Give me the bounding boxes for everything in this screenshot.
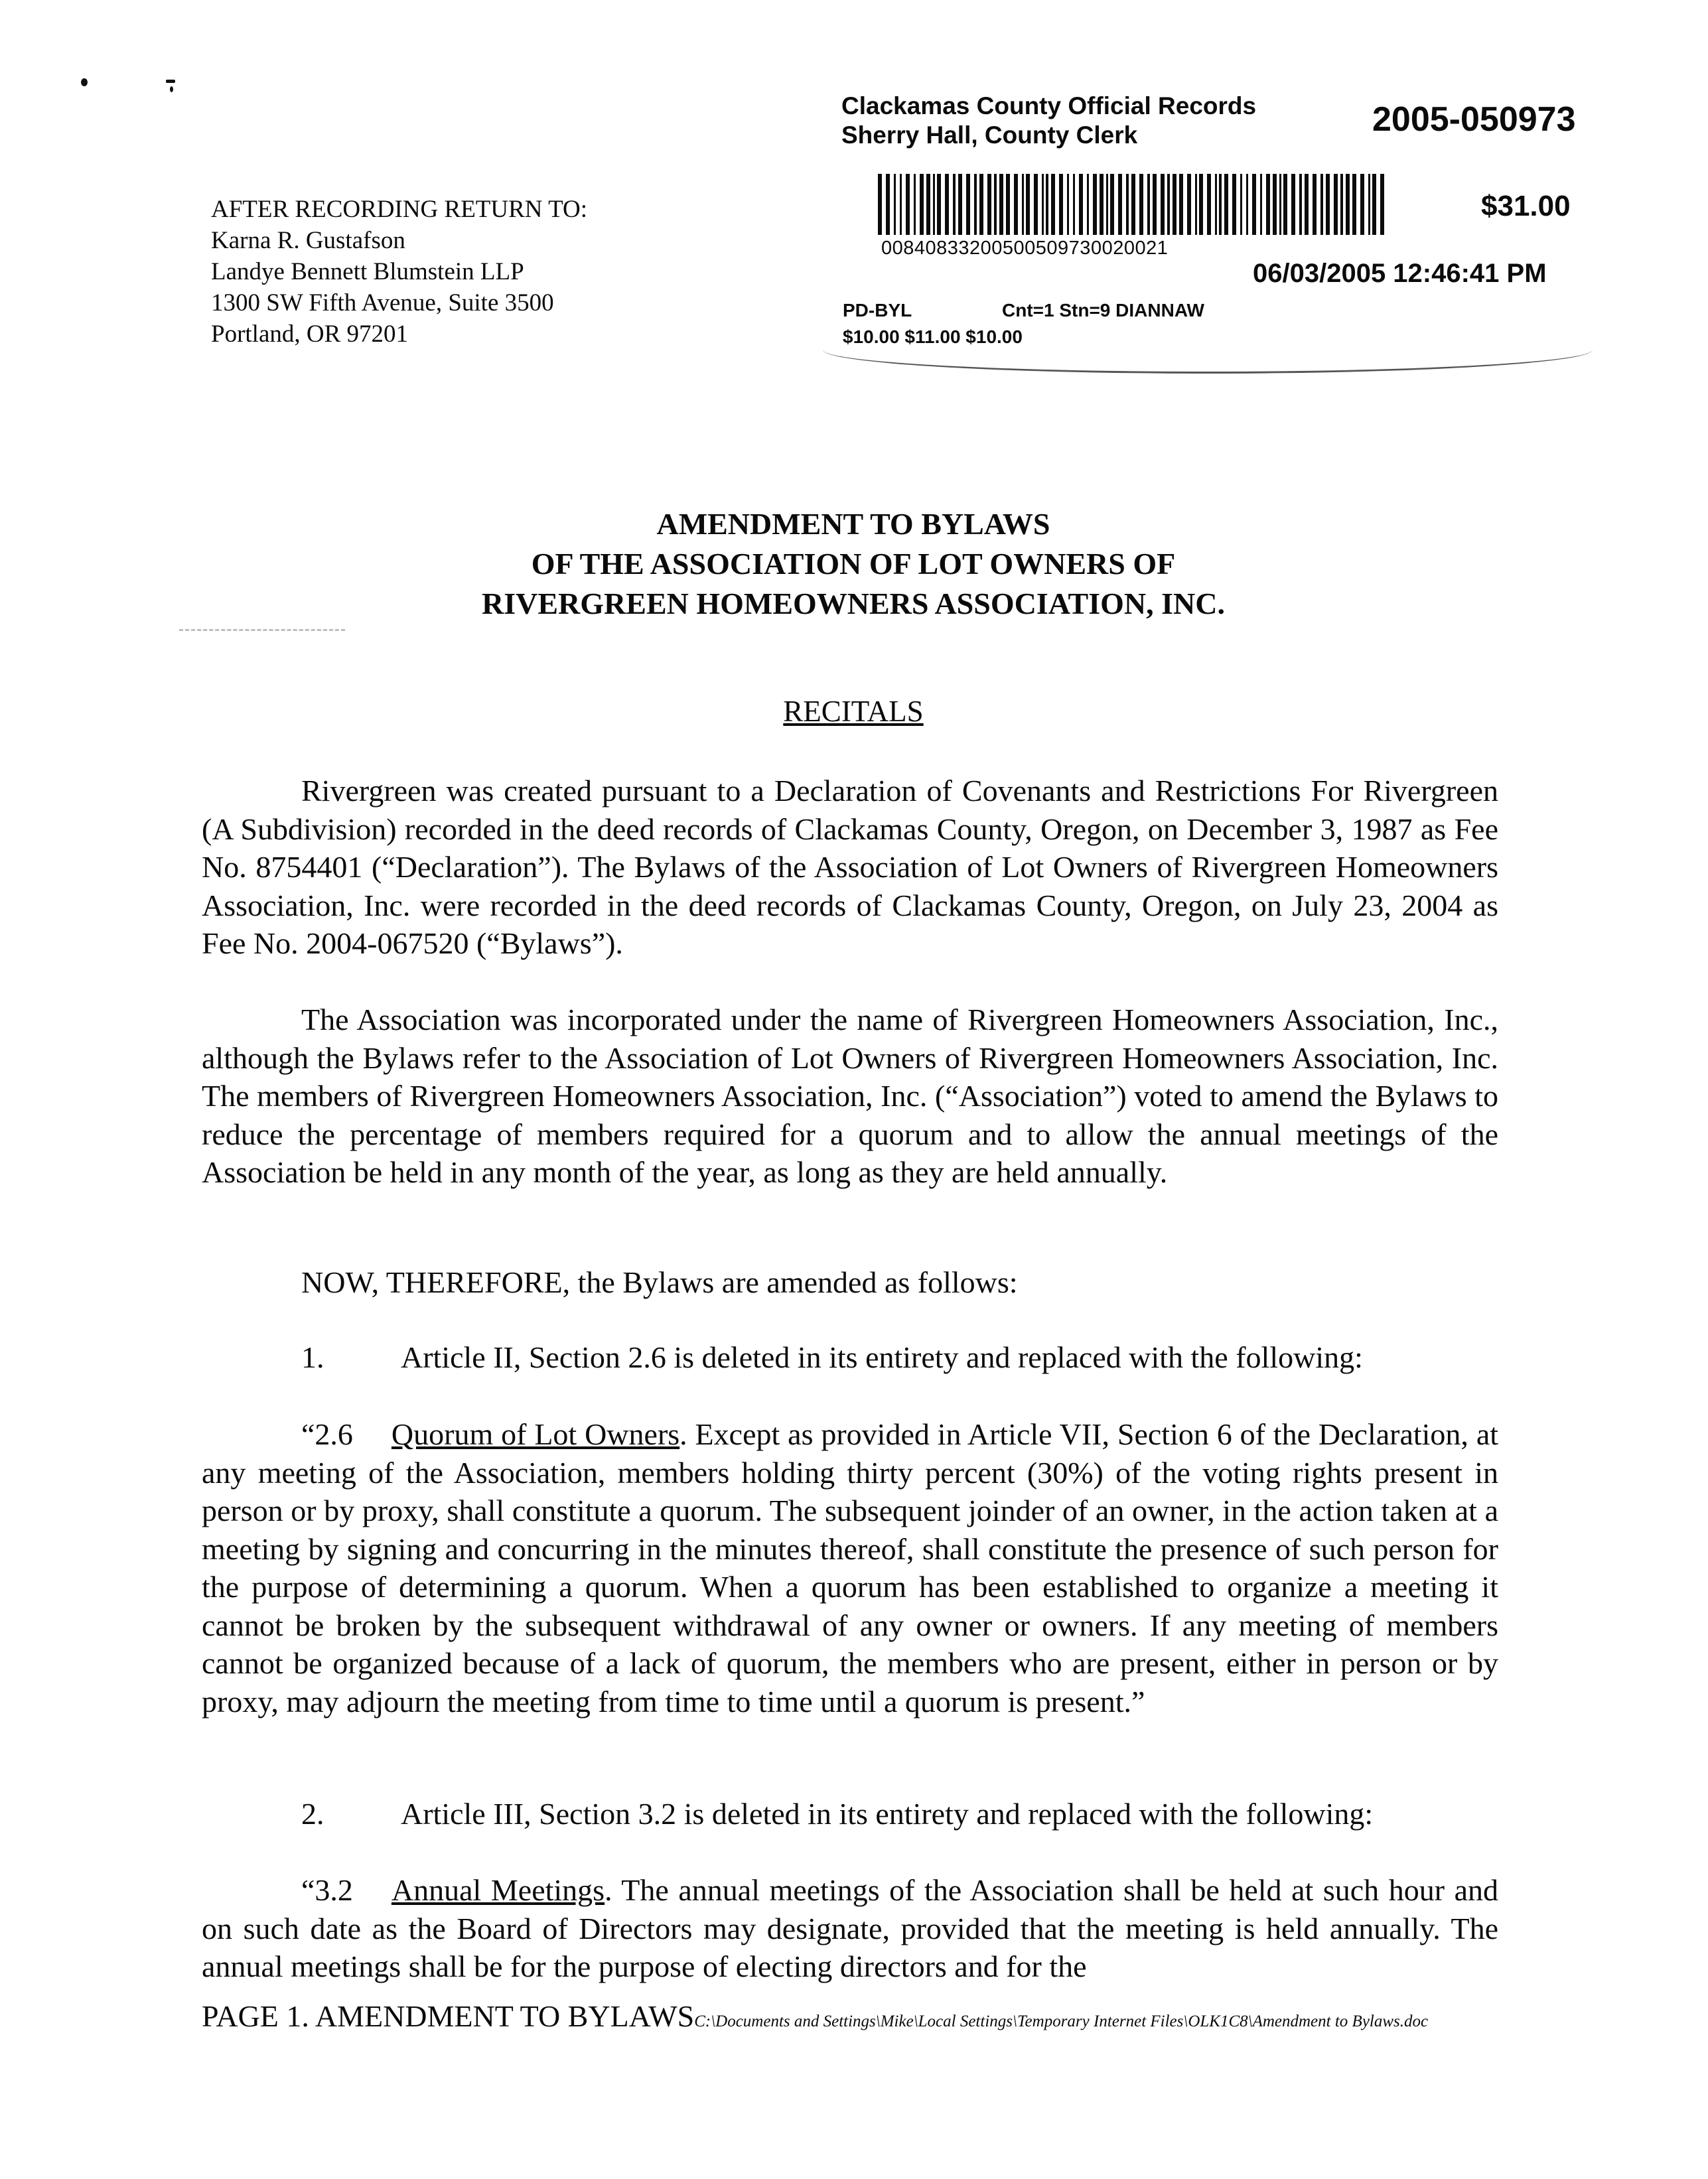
barcode-bar bbox=[1187, 174, 1191, 235]
barcode-number: 00840833200500509730020021 bbox=[881, 238, 1169, 259]
barcode-bar bbox=[979, 174, 983, 235]
barcode-bar bbox=[1079, 174, 1083, 235]
footer-file-path: C:\Documents and Settings\Mike\Local Settings\Temporary Internet Files\OLK1C8\Amendment to Bylaws.doc bbox=[694, 2012, 1429, 2030]
barcode-bar bbox=[1380, 174, 1384, 235]
barcode-bar bbox=[1195, 174, 1197, 235]
barcode-bar bbox=[1161, 174, 1165, 235]
barcode-bar bbox=[1046, 174, 1048, 235]
barcode-bar bbox=[937, 174, 941, 235]
barcode-bar bbox=[1073, 174, 1075, 235]
barcode-bar bbox=[1360, 174, 1364, 235]
barcode-bar bbox=[1368, 174, 1370, 235]
barcode-bar bbox=[987, 174, 991, 235]
barcode-bar bbox=[994, 174, 997, 235]
return-firm: Landye Bennett Blumstein LLP bbox=[211, 258, 524, 285]
barcode-bar bbox=[1093, 174, 1097, 235]
barcode-bar bbox=[1199, 174, 1203, 235]
barcode-bar bbox=[1299, 174, 1302, 235]
barcode-bar bbox=[1252, 174, 1256, 235]
barcode-bar bbox=[1006, 174, 1010, 235]
barcode-bar bbox=[974, 174, 977, 235]
barcode-bar bbox=[906, 174, 910, 235]
barcode-bar bbox=[1106, 174, 1108, 235]
barcode-bar bbox=[1346, 174, 1350, 235]
barcode-bar bbox=[1014, 174, 1018, 235]
return-name: Karna R. Gustafson bbox=[211, 227, 405, 254]
section-3-2-body: . The annual meetings of the Association shall be held at such hour and on such date as the Board of Directors may designate, provided that the meeting is held annually. The annual meetings shall be for the purpose of electing directors and for the bbox=[202, 1873, 1498, 1983]
barcode-bar bbox=[1026, 174, 1030, 235]
barcode-bar bbox=[1266, 174, 1270, 235]
scan-speck bbox=[166, 80, 175, 83]
section-3-2-heading: Annual Meetings bbox=[391, 1873, 605, 1907]
barcode-bar bbox=[1291, 174, 1295, 235]
barcode-bar bbox=[1334, 174, 1338, 235]
scan-artifact-line bbox=[179, 629, 345, 631]
section-2-6-body: . Except as provided in Article VII, Section 6 of the Declaration, at any meeting of the Association, members holding thirty percent (30%) of the voting rights present in person or by proxy, shall constitute a quorum. The subsequent joinder of an owner, in the action taken at a meeting by signing and concurring in the minutes thereof, shall constitute the presence of such person for the purpose of determining a quorum. When a quorum has been established to organize a meeting it cannot be broken by the subsequent withdrawal of any owner or owners. If any meeting of members cannot be organized because of a lack of quorum, the members who are present, either in person or by proxy, may adjourn the meeting from time to time until a quorum is present.” bbox=[202, 1417, 1499, 1719]
barcode-bar bbox=[1173, 174, 1176, 235]
barcode-bar bbox=[894, 174, 896, 235]
amendment-item-2 bbox=[301, 1795, 1502, 1833]
barcode-bar bbox=[1051, 174, 1055, 235]
page-footer bbox=[202, 1999, 1428, 2034]
barcode-bar bbox=[920, 174, 924, 235]
barcode-bar bbox=[1087, 174, 1089, 235]
barcode bbox=[878, 174, 1389, 235]
recording-office bbox=[841, 92, 1332, 150]
barcode-bar bbox=[1207, 174, 1211, 235]
recording-count-station: Cnt=1 Stn=9 DIANNAW bbox=[1002, 300, 1204, 320]
barcode-bar bbox=[1340, 174, 1343, 235]
barcode-bar bbox=[1352, 174, 1356, 235]
barcode-bar bbox=[1313, 174, 1317, 235]
barcode-bar bbox=[914, 174, 916, 235]
barcode-bar bbox=[1034, 174, 1038, 235]
barcode-bar bbox=[933, 174, 935, 235]
barcode-bar bbox=[1283, 174, 1287, 235]
section-3-2 bbox=[202, 1871, 1498, 1986]
scan-speck bbox=[81, 78, 88, 86]
barcode-bar bbox=[945, 174, 949, 235]
return-street: 1300 SW Fifth Avenue, Suite 3500 bbox=[211, 289, 554, 316]
barcode-bar bbox=[1059, 174, 1063, 235]
recital-paragraph-1: Rivergreen was created pursuant to a Declaration of Covenants and Restrictions For Rivergreen (A Subdivision) recorded in the deed records of Clackamas County, Oregon, on December 3, 1987 as Fee No. 8754401 (“Declaration”). The Bylaws of the Association of Lot Owners of Rivergreen Homeowners Association, Inc. were recorded in the deed records of Clackamas County, Oregon, on July 23, 2004 as Fee No. 2004-067520 (“Bylaws”). bbox=[202, 774, 1498, 960]
scan-speck bbox=[170, 86, 173, 92]
item-1-number: 1. bbox=[301, 1340, 324, 1374]
recording-fee-breakdown: $10.00 $11.00 $10.00 bbox=[843, 326, 1023, 347]
recital-paragraph-2: The Association was incorporated under the name of Rivergreen Homeowners Association, Inc., although the Bylaws refer to the Association of Lot Owners of Rivergreen Homeowners Association, Inc. The members of Rivergreen Homeowners Association, Inc. (“Association”) voted to amend the Bylaws to reduce the percentage of members required for a quorum and to allow the annual meetings of the Association be held in any month of the year, as long as they are held annually. bbox=[202, 1003, 1498, 1189]
barcode-bar bbox=[953, 174, 956, 235]
barcode-bar bbox=[900, 174, 902, 235]
barcode-bar bbox=[1022, 174, 1024, 235]
item-2-text: Article III, Section 3.2 is deleted in its entirety and replaced with the following: bbox=[401, 1797, 1374, 1831]
section-3-2-number: “3.2 bbox=[301, 1873, 353, 1907]
recording-office-name: Clackamas County Official Records bbox=[841, 92, 1257, 119]
footer-page-label: PAGE 1. AMENDMENT TO BYLAWS bbox=[202, 1999, 695, 2033]
barcode-bar bbox=[1126, 174, 1129, 235]
recording-datetime: 06/03/2005 12:46:41 PM bbox=[1253, 259, 1547, 288]
barcode-bar bbox=[1042, 174, 1044, 235]
barcode-bar bbox=[958, 174, 962, 235]
barcode-bar bbox=[1246, 174, 1248, 235]
item-2-number: 2. bbox=[301, 1797, 324, 1831]
barcode-bar bbox=[1067, 174, 1069, 235]
barcode-bar bbox=[999, 174, 1003, 235]
recording-doc-type: PD-BYL bbox=[843, 300, 912, 320]
barcode-bar bbox=[878, 174, 882, 235]
barcode-bar bbox=[926, 174, 930, 235]
barcode-bar bbox=[1167, 174, 1170, 235]
title-line-2: OF THE ASSOCIATION OF LOT OWNERS OF bbox=[531, 547, 1176, 581]
return-address bbox=[211, 194, 587, 350]
barcode-bar bbox=[1219, 174, 1222, 235]
barcode-bar bbox=[1273, 174, 1277, 235]
barcode-bar bbox=[1100, 174, 1103, 235]
barcode-bar bbox=[1305, 174, 1309, 235]
barcode-bar bbox=[1260, 174, 1262, 235]
barcode-bar bbox=[1372, 174, 1376, 235]
barcode-bar bbox=[1179, 174, 1183, 235]
section-2-6 bbox=[202, 1415, 1498, 1721]
barcode-bar bbox=[1232, 174, 1236, 235]
barcode-bar bbox=[886, 174, 890, 235]
recording-document-number: 2005-050973 bbox=[1372, 100, 1576, 139]
barcode-bar bbox=[1215, 174, 1217, 235]
barcode-bar bbox=[1118, 174, 1122, 235]
barcode-bar bbox=[1110, 174, 1114, 235]
recording-fee: $31.00 bbox=[1481, 190, 1571, 222]
barcode-bar bbox=[1320, 174, 1323, 235]
item-1-text: Article II, Section 2.6 is deleted in its entirety and replaced with the following: bbox=[401, 1340, 1363, 1374]
barcode-bar bbox=[1240, 174, 1242, 235]
barcode-bar bbox=[1131, 174, 1135, 235]
county-clerk: Sherry Hall, County Clerk bbox=[841, 121, 1138, 149]
return-heading: AFTER RECORDING RETURN TO: bbox=[211, 196, 588, 223]
barcode-bar bbox=[1224, 174, 1228, 235]
title-line-1: AMENDMENT TO BYLAWS bbox=[656, 507, 1050, 541]
section-2-6-heading: Quorum of Lot Owners bbox=[391, 1417, 680, 1451]
return-city: Portland, OR 97201 bbox=[211, 320, 409, 348]
stamp-border bbox=[823, 345, 1593, 374]
barcode-bar bbox=[1279, 174, 1281, 235]
document-title bbox=[199, 504, 1508, 624]
title-line-3: RIVERGREEN HOMEOWNERS ASSOCIATION, INC. bbox=[482, 587, 1225, 620]
now-therefore-paragraph: NOW, THEREFORE, the Bylaws are amended as follows: bbox=[301, 1265, 1018, 1299]
barcode-bar bbox=[1139, 174, 1143, 235]
section-2-6-number: “2.6 bbox=[301, 1417, 353, 1451]
barcode-bar bbox=[1153, 174, 1157, 235]
barcode-bar bbox=[966, 174, 970, 235]
barcode-bar bbox=[1326, 174, 1330, 235]
amendment-item-1 bbox=[301, 1338, 1502, 1377]
recitals-heading: RECITALS bbox=[783, 695, 924, 728]
barcode-bar bbox=[1147, 174, 1150, 235]
